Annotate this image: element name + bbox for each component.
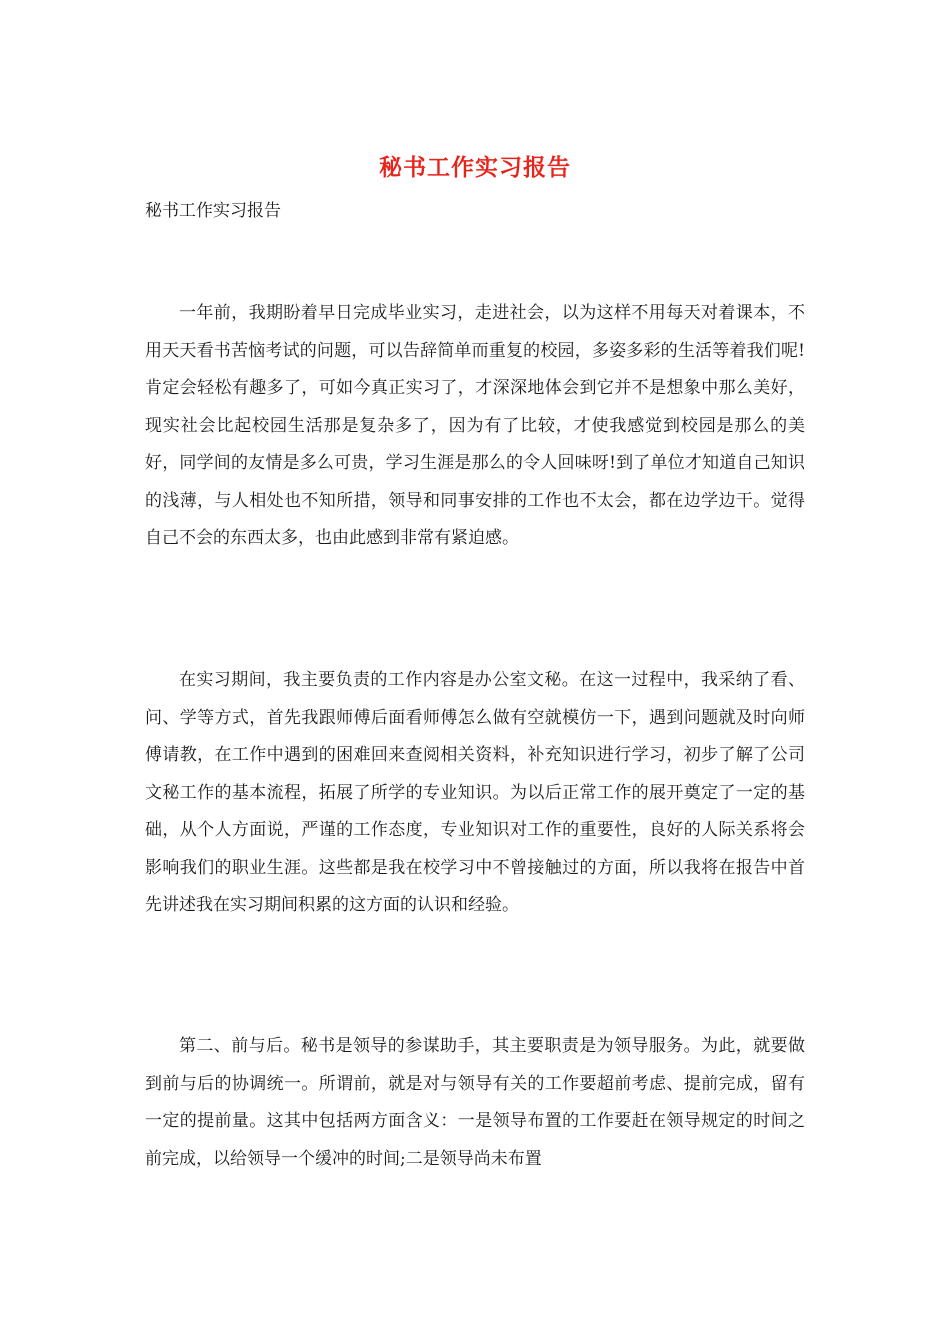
document-subtitle: 秘书工作实习报告 bbox=[145, 201, 281, 221]
paragraph-1: 一年前，我期盼着早日完成毕业实习，走进社会，以为这样不用每天对着课本，不用天天看书苦恼考试的问题，可以告辞简单而重复的校园，多姿多彩的生活等着我们呢!肯定会轻松有趣多了，可如今真正实习了，才深深地体会到它并不是想象中那么美好，现实社会比起校园生活那是复杂多了，因为有了比较，才使我感觉到校园是那么的美好，同学间的友情是多么可贵，学习生涯是那么的令人回味呀!到了单位才知道自己知识的浅薄，与人相处也不知所措，领导和同事安排的工作也不太会，都在边学边干。觉得自己不会的东西太多，也由此感到非常有紧迫感。 bbox=[145, 303, 805, 548]
document-title: 秘书工作实习报告 bbox=[379, 154, 571, 181]
paragraph-3: 第二、前与后。秘书是领导的参谋助手，其主要职责是为领导服务。为此，就要做到前与后的协调统一。所谓前，就是对与领导有关的工作要超前考虑、提前完成，留有一定的提前量。这其中包括两方面含义：一是领导布置的工作要赶在领导规定的时间之前完成，以给领导一个缓冲的时间;二是领导尚未布置 bbox=[145, 1036, 805, 1169]
paragraph-2: 在实习期间，我主要负责的工作内容是办公室文秘。在这一过程中，我采纳了看、问、学等方式，首先我跟师傅后面看师傅怎么做有空就模仿一下，遇到问题就及时向师傅请教，在工作中遇到的困难回来查阅相关资料，补充知识进行学习，初步了解了公司文秘工作的基本流程，拓展了所学的专业知识。为以后正常工作的展开奠定了一定的基础，从个人方面说，严谨的工作态度，专业知识对工作的重要性，良好的人际关系将会影响我们的职业生涯。这些都是我在校学习中不曾接触过的方面，所以我将在报告中首先讲述我在实习期间积累的这方面的认识和经验。 bbox=[145, 670, 805, 915]
